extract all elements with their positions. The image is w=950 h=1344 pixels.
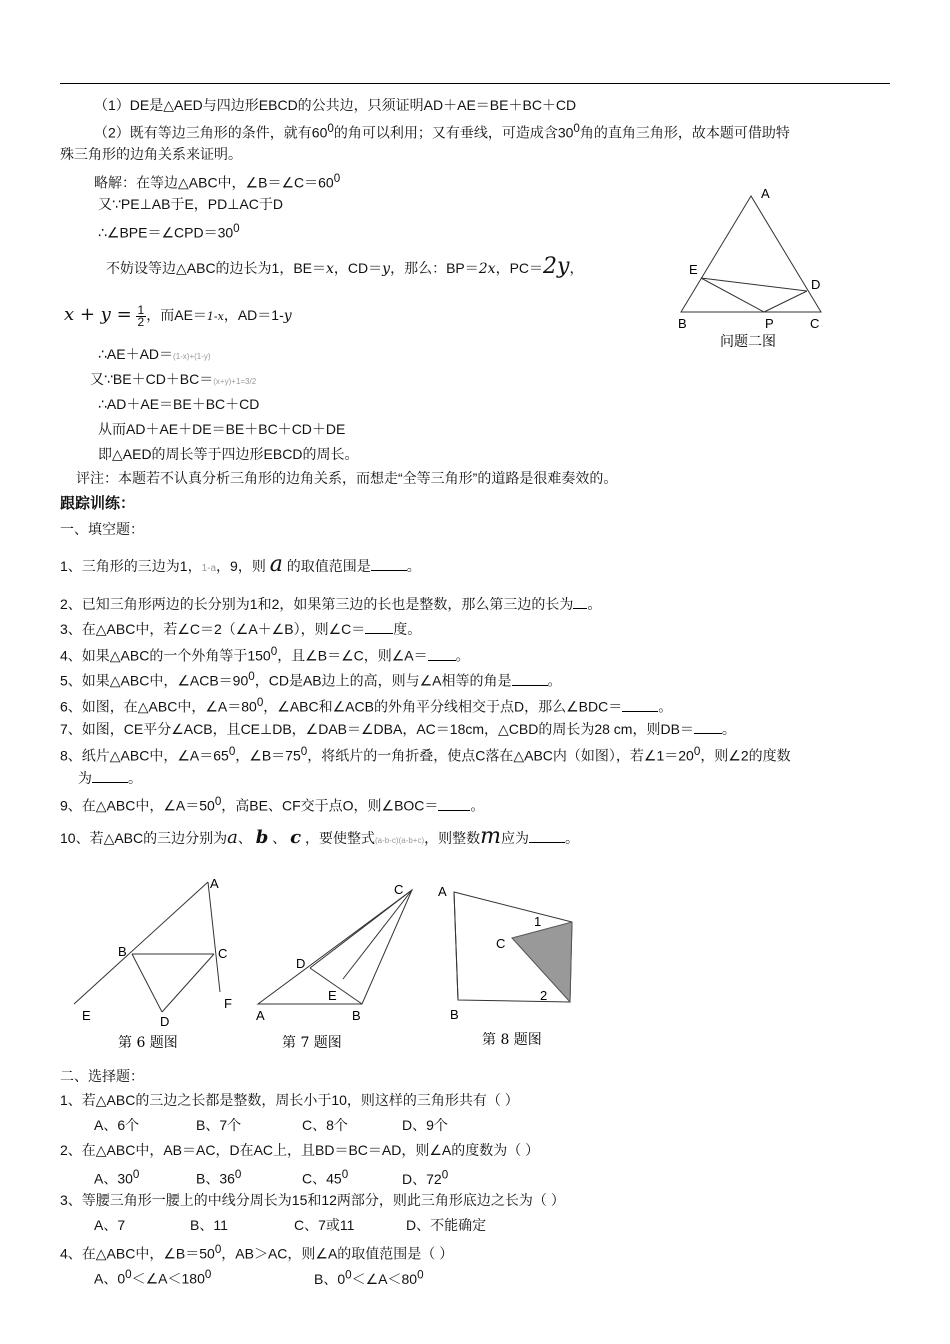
choice-q3-option-c: C、7或11 [294,1217,355,1233]
fig8-label-2: 2 [540,988,548,1003]
fill-q1: 1、三角形的三边为1，1-a，9，则 a 的取值范围是 。 [60,552,421,577]
choice-q4-option-a: A、$0^0<\angle A<180^0$ [94,1268,212,1287]
choice-q3: 3、等腰三角形一腰上的中线分周长为15和12两部分，则此三角形底边之长为（ ） [60,1192,565,1208]
choice-q2-option-a: A、30 [94,1170,133,1187]
fig7-caption: 第 7 题图 [282,1035,342,1051]
fill-q10: 10、若△ABC的三边分别为a、 b 、 c ，要使整式(a-b-c)(a-b+c)，则整数m应为 。 [60,824,579,849]
fig7-label-C: C [394,882,404,897]
choice-q3-option-a: A、7 [94,1217,126,1233]
fig6-label-D: D [160,1014,170,1029]
figure-q6 [60,870,250,1060]
solution-comment: 评注：本题若不认真分析三角形的边角关系，而想走“全等三角形”的道路是很难奏效的。 [76,470,618,486]
fill-q4: 4、如果△ABC的一个外角等于$150^0$，且∠B＝∠C，则∠A＝ 。 [60,645,470,664]
solution-line-1: 略解：在等边△ABC中，$\angle B=\angle C=60^0$ [94,172,341,191]
figure-q8 [436,876,596,1056]
choice-q3-options [94,1216,486,1234]
fig2-label-A: A [761,186,770,201]
fig2-label-B: B [678,316,687,331]
fig2-label-D: D [811,277,821,292]
fill-q3: 3、在△ABC中，若∠C＝2（∠A＋∠B），则∠C＝ 度。 [60,621,422,637]
choice-q2-option-d: D、72 [402,1170,442,1187]
solution-line-8: ∴AD＋AE＝BE＋BC＋CD [98,396,260,412]
fill-in-section: 一、填空题： [60,521,144,537]
fill-q5: 5、如果△ABC中，$\angle ACB=90^0$，CD是AB边上的高，则与∠A相等的角是 。 [60,670,562,689]
solution-line-4: 不妨设等边△ABC的边长为1，BE＝x，CD＝y，那么：BP＝2x，PC＝2y， [106,254,584,279]
choice-q1: 1、若△ABC的三边之长都是整数，周长小于10，则这样的三角形共有（ ） [60,1092,519,1108]
choice-q1-options [94,1116,448,1134]
choice-q3-option-d: D、不能确定 [406,1217,487,1233]
solution-line-2: 又∵PE⊥AB于E，PD⊥AC于D [98,196,283,212]
fig7-label-E: E [328,988,337,1003]
fig6-label-E: E [82,1008,91,1023]
fig2-caption: 问题二图 [720,334,776,350]
fig6-caption: 第 6 题图 [118,1035,178,1051]
solution-line-10: 即△AED的周长等于四边形EBCD的周长。 [98,446,359,462]
choice-q4-option-b: B、$0^0<\angle A<80^0$ [314,1268,424,1287]
fig8-label-1: 1 [534,914,542,929]
solution-line-7: 又∵BE＋CD＋BC＝(x+y)+1=3/2 [90,371,257,387]
fig7-label-D: D [296,956,306,971]
solution-line-9: 从而AD＋AE＋DE＝BE＋BC＋CD＋DE [98,421,346,437]
analysis-p2: （2）既有等边三角形的条件，就有$60^0$的角可以利用；又有垂线，可造成含$30^0$角的直角三角形，故本题可借助特 [94,122,790,141]
solution-line-5: x + y = $\frac{1}{2}$ ，而AE＝1-x，AD＝1-y [64,303,292,329]
choice-q1-option-c: C、8个 [302,1117,348,1133]
choice-q4: 4、在△ABC中，$\angle B=50^0$，AB＞AC，则∠A的取值范围是（ ） [60,1243,454,1262]
choice-q3-option-b: B、11 [190,1217,228,1233]
fig6-label-A: A [210,876,219,891]
choice-section: 二、选择题： [60,1068,144,1084]
choice-q1-option-a: A、6个 [94,1117,140,1133]
header-rule [60,83,890,84]
fill-q2: 2、已知三角形两边的长分别为1和2，如果第三边的长也是整数，那么第三边的长为 。 [60,596,602,612]
choice-q2: 2、在△ABC中，AB＝AC，D在AC上，且BD＝BC＝AD，则∠A的度数为（ ） [60,1142,540,1158]
solution-line-6: ∴AE＋AD＝(1-x)+(1-y) [98,346,211,362]
analysis-p1: （1）DE是△AED与四边形EBCD的公共边，只须证明AD＋AE＝BE＋BC＋CD [94,97,577,113]
choice-q2-options: A、$30^0$ B、$36^0$ C、$45^0$ D、$72^0$ [94,1168,449,1187]
fig2-label-C: C [810,316,820,331]
figure-problem2 [672,182,842,352]
solution-line-3: $\therefore\angle BPE=\angle CPD=30^0$ [98,222,240,241]
fig7-label-A: A [256,1008,265,1023]
fig2-label-E: E [689,262,698,277]
fill-q9: 9、在△ABC中，$\angle A=50^0$，高BE、CF交于点O，则∠BOC＝ 。 [60,795,485,814]
fraction-one-half: $\frac{1}{2}$ [137,303,145,329]
fill-q8: 8、纸片△ABC中，$\angle A=65^0$，$\angle B=75^0$，将纸片的一角折叠，使点C落在△ABC内（如图），若$\angle 1=20^0$，则∠2的度数 [60,745,791,764]
choice-q1-option-d: D、9个 [402,1117,448,1133]
fig8-caption: 第 8 题图 [482,1032,542,1048]
fig2-label-P: P [765,316,774,331]
fill-q8-cont: 为 。 [78,770,142,786]
analysis-p2-cont: 殊三角形的边角关系来证明。 [60,146,242,162]
choice-q2-option-c: C、45 [302,1170,342,1187]
choice-q4-options [94,1266,424,1288]
fig8-label-C: C [496,936,506,951]
fig6-label-C: C [218,946,228,961]
fill-q7: 7、如图，CE平分∠ACB，且CE⊥DB，∠DAB＝∠DBA，AC＝18cm，△CBD的周长为28 cm，则DB＝ 。 [60,721,736,737]
fig6-label-F: F [224,996,232,1011]
fig8-label-A: A [438,884,447,899]
training-title: 跟踪训练： [60,495,136,512]
fig8-label-B: B [450,1007,459,1022]
choice-q1-option-b: B、7个 [196,1117,242,1133]
fig6-label-B: B [118,944,127,959]
figure-q7 [250,876,430,1056]
fill-q6: 6、如图，在△ABC中，$\angle A=80^0$，∠ABC和∠ACB的外角平分线相交于点D，那么∠BDC＝ 。 [60,696,673,715]
choice-q2-option-b: B、36 [196,1170,235,1187]
fig7-label-B: B [352,1008,361,1023]
